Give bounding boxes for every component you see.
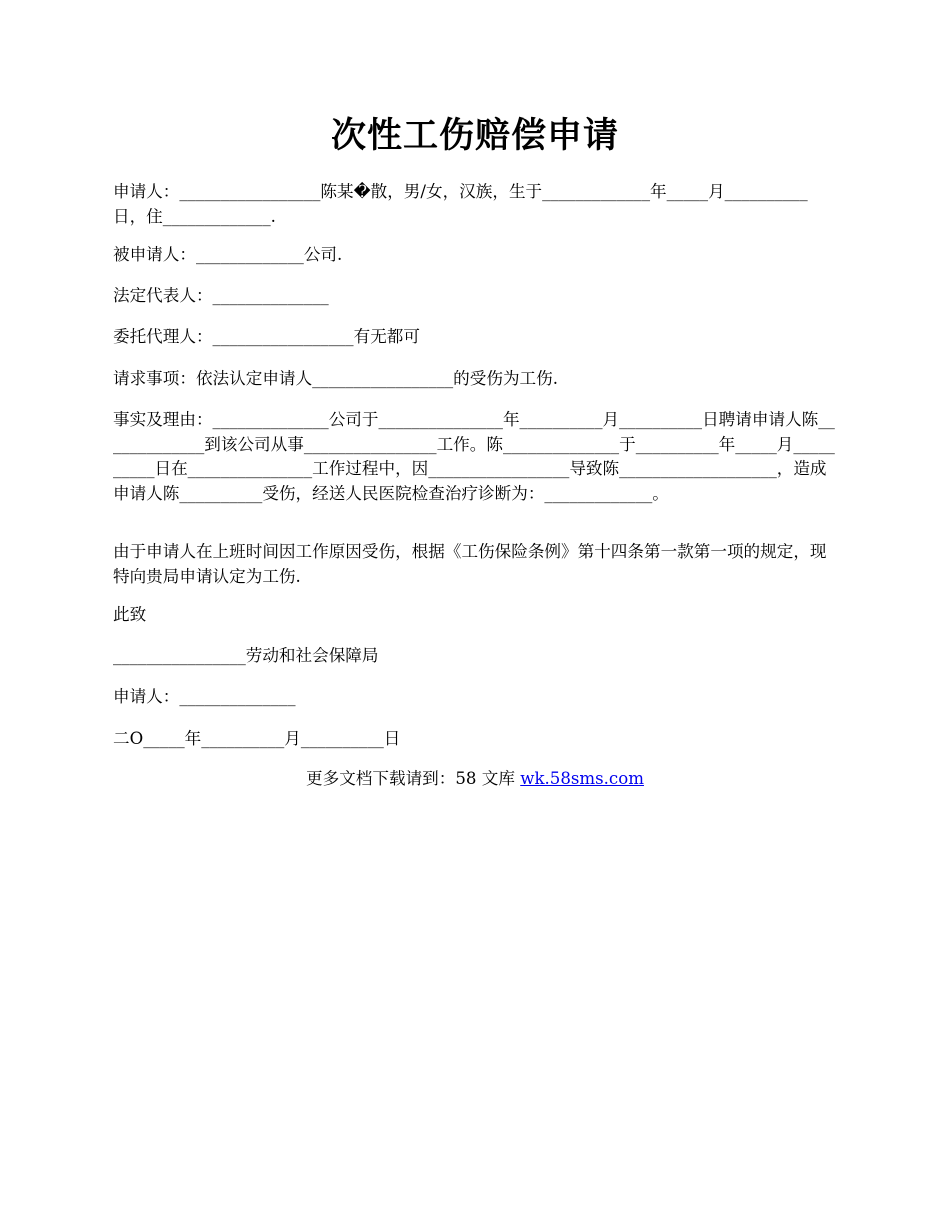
- footer-text: 更多文档下载请到：58 文库: [306, 769, 521, 788]
- facts-paragraph: 事实及理由：______________公司于_______________年__________月__________日聘请申请人陈_____________到该公司从事________________工作。陈______________于__________年_____月__________日在_______________工作过程中，因_________________导致陈___________________，造成申请人陈__________受伤，经送人民医院检查治疗诊断为：_____________。: [113, 410, 835, 503]
- document-title: 次性工伤赔偿申请: [330, 115, 619, 156]
- signature-paragraph: 申请人：______________: [113, 687, 296, 706]
- request-paragraph: 请求事项：依法认定申请人_________________的受伤为工伤.: [113, 369, 559, 388]
- legal-representative-paragraph: 法定代表人：______________: [113, 286, 329, 305]
- recipient-paragraph: ________________劳动和社会保障局: [113, 646, 379, 665]
- salutation-paragraph: 此致: [113, 605, 147, 624]
- basis-paragraph: 由于申请人在上班时间因工作原因受伤，根据《工伤保险条例》第十四条第一款第一项的规定，现特向贵局申请认定为工伤.: [113, 542, 827, 586]
- footer-link[interactable]: wk.58sms.com: [520, 769, 644, 788]
- applicant-paragraph: 申请人：_________________陈某�散，男/女，汉族，生于_____________年_____月__________日，住_____________.: [113, 182, 808, 226]
- respondent-paragraph: 被申请人：_____________公司.: [113, 245, 343, 264]
- footer: [0, 767, 950, 791]
- date-paragraph: 二O_____年__________月__________日: [113, 729, 401, 748]
- agent-paragraph: 委托代理人：_________________有无都可: [113, 327, 420, 346]
